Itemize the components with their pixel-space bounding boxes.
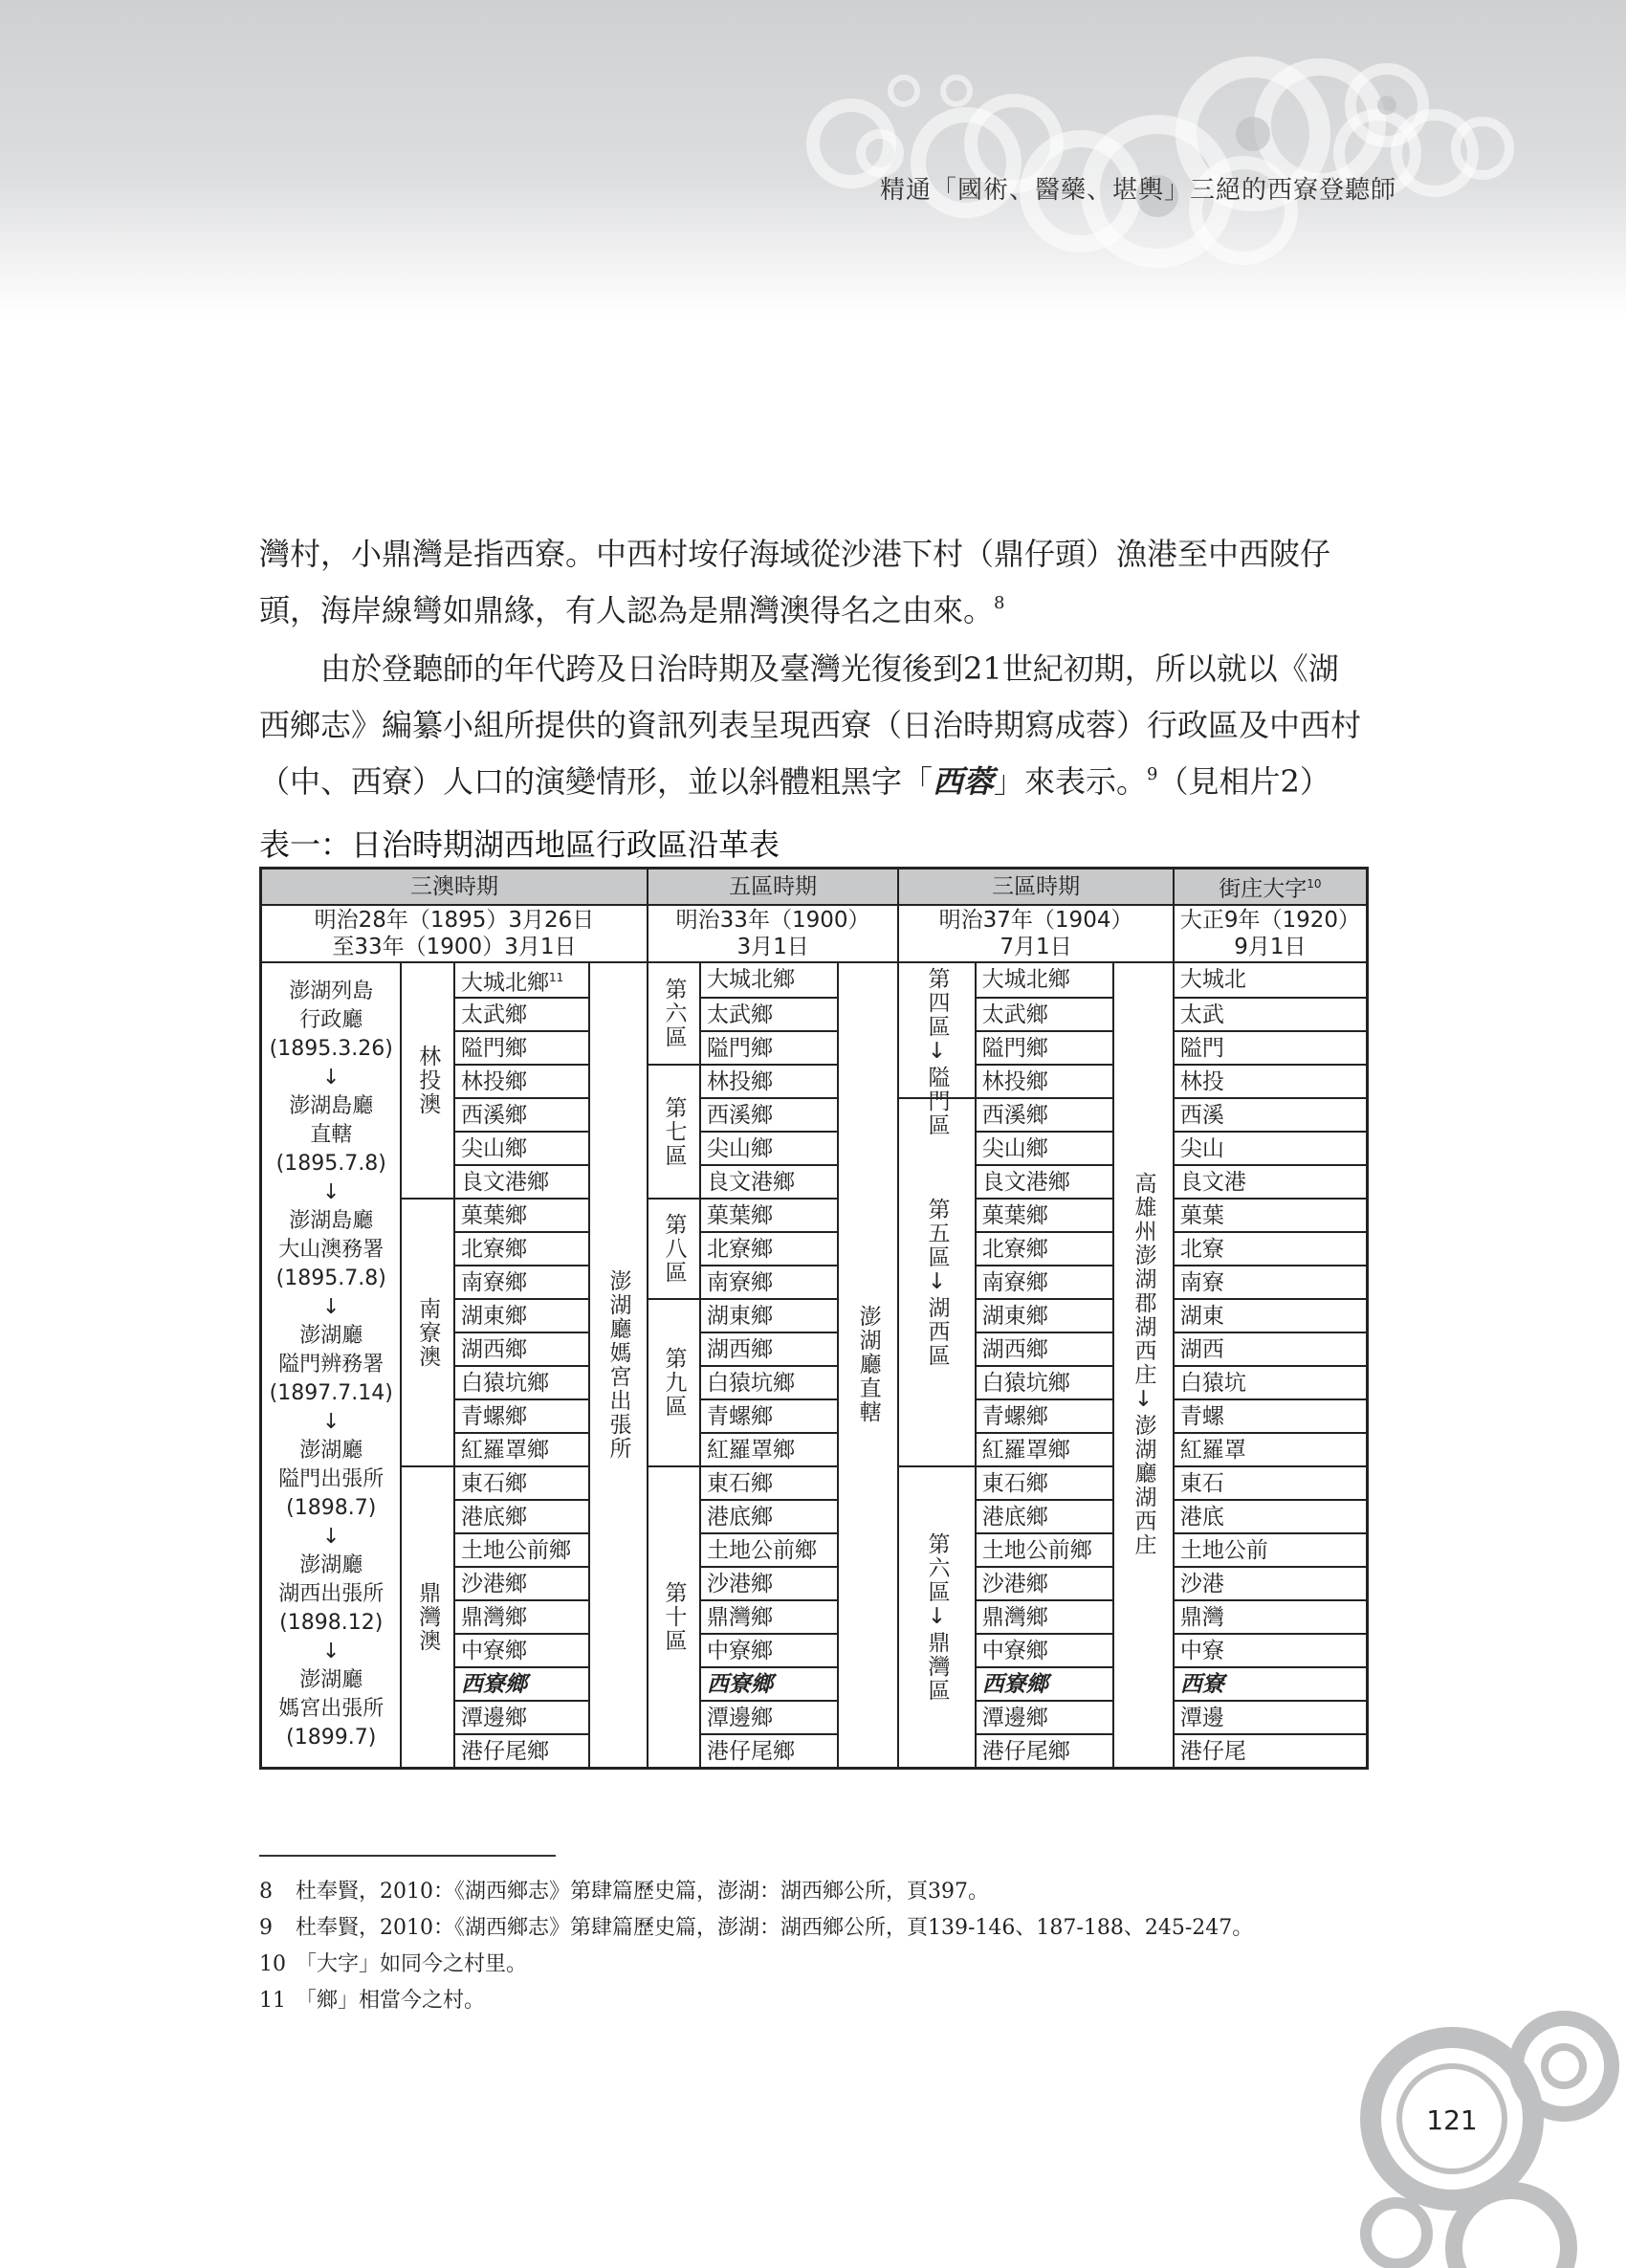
village-cell: 中寮鄉 <box>700 1634 838 1667</box>
village-cell: 西寮鄉 <box>454 1667 589 1701</box>
district-cell: 第四區↓隘門區 <box>898 962 975 1099</box>
village-cell: 太武鄉 <box>454 998 589 1031</box>
aza-cell: 林投 <box>1174 1065 1368 1098</box>
bold-italic-term: 西蓉 <box>933 763 995 800</box>
district-cell: 第六區↓鼎灣區 <box>898 1466 975 1768</box>
text-line: 由於登聽師的年代跨及日治時期及臺灣光復後到21世紀初期，所以就以《湖 <box>320 650 1339 687</box>
village-cell: 湖西鄉 <box>976 1332 1113 1366</box>
village-cell: 港底鄉 <box>976 1500 1113 1533</box>
village-cell: 隘門鄉 <box>976 1031 1113 1065</box>
table-title: 表一：日治時期湖西地區行政區沿革表 <box>259 826 780 863</box>
village-cell: 沙港鄉 <box>976 1567 1113 1600</box>
footnote-ref[interactable]: 10 <box>1307 877 1322 891</box>
district-cell: 第七區 <box>648 1065 700 1199</box>
footnote-number: 8 <box>259 1880 273 1904</box>
village-cell: 大城北鄉 <box>976 962 1113 999</box>
footnote-number: 11 <box>259 1989 286 2013</box>
district-cell: 第五區↓湖西區 <box>898 1098 975 1466</box>
village-cell: 沙港鄉 <box>454 1567 589 1600</box>
footnote-ref[interactable]: 8 <box>994 593 1005 613</box>
village-cell: 紅羅罩鄉 <box>700 1433 838 1466</box>
village-cell: 西溪鄉 <box>700 1098 838 1132</box>
village-cell: 中寮鄉 <box>976 1634 1113 1667</box>
village-cell: 鼎灣鄉 <box>454 1600 589 1634</box>
text-line <box>259 754 1369 810</box>
village-cell: 土地公前鄉 <box>700 1533 838 1567</box>
village-cell: 北寮鄉 <box>454 1232 589 1266</box>
aza-cell: 東石 <box>1174 1466 1368 1500</box>
footnote-divider <box>259 1855 556 1857</box>
admin-history-cell: 澎湖列島 行政廳 (1895.3.26) ↓ 澎湖島廳 直轄 (1895.7.8) ↓ 澎湖島廳 大山澳務署 (1895.7.8) ↓ 澎湖廳 隘門辨務署 (1897.7.14) ↓ 澎湖廳 隘門出張所 (1898.7) ↓ 澎湖廳 湖西出張所 (1898.12) ↓ 澎湖廳 媽宮出張所 (1899.7) <box>261 962 402 1769</box>
village-cell: 東石鄉 <box>454 1466 589 1500</box>
district-cell: 第六區 <box>648 962 700 1066</box>
office-cell: 高雄州澎湖郡湖西庄↓澎湖廳湖西庄 <box>1113 962 1174 1769</box>
village-cell: 大城北鄉 <box>700 962 838 999</box>
village-cell: 南寮鄉 <box>454 1266 589 1299</box>
admin-district-table <box>259 867 1369 1770</box>
village-cell: 東石鄉 <box>700 1466 838 1500</box>
village-cell: 白猿坑鄉 <box>454 1366 589 1399</box>
village-cell: 青螺鄉 <box>976 1399 1113 1433</box>
village-cell: 太武鄉 <box>976 998 1113 1031</box>
village-cell: 太武鄉 <box>700 998 838 1031</box>
village-cell: 林投鄉 <box>976 1065 1113 1098</box>
paragraph-2 <box>259 641 1369 810</box>
village-cell: 沙港鄉 <box>700 1567 838 1600</box>
table-row <box>261 962 1368 999</box>
office-cell: 澎湖廳媽宮出張所 <box>589 962 648 1769</box>
footnote-ref[interactable]: 11 <box>548 970 564 984</box>
village-cell: 東石鄉 <box>976 1466 1113 1500</box>
village-cell: 港仔尾鄉 <box>700 1734 838 1768</box>
table-row <box>261 1466 1368 1500</box>
village-cell: 大城北鄉$^{11}$ <box>454 962 589 999</box>
text-line: 西鄉志》編纂小組所提供的資訊列表呈現西寮（日治時期寫成蓉）行政區及中西村 <box>259 707 1362 743</box>
text-span: 」來表示。 <box>994 763 1148 800</box>
aza-cell: 潭邊 <box>1174 1701 1368 1734</box>
village-cell: 港仔尾鄉 <box>454 1734 589 1768</box>
aza-cell: 西寮 <box>1174 1667 1368 1701</box>
footnote-text: 杜奉賢，2010：《湖西鄉志》第肆篇歷史篇，澎湖：湖西鄉公所，頁139-146、187-188、245-247。 <box>296 1916 1254 1940</box>
village-cell: 良文港鄉 <box>700 1165 838 1199</box>
village-cell: 紅羅罩鄉 <box>454 1433 589 1466</box>
village-cell: 隘門鄉 <box>454 1031 589 1065</box>
period-date-2: 明治33年（1900） 3月1日 <box>648 905 898 962</box>
aza-cell: 鼎灣 <box>1174 1600 1368 1634</box>
village-cell: 港底鄉 <box>454 1500 589 1533</box>
village-cell: 北寮鄉 <box>700 1232 838 1266</box>
district-cell: 第八區 <box>648 1199 700 1299</box>
village-cell: 西溪鄉 <box>454 1098 589 1132</box>
village-cell: 菓葉鄉 <box>700 1199 838 1232</box>
period-header-4: 街庄大字$^{10}$ <box>1174 869 1368 905</box>
footnote-number: 10 <box>259 1952 286 1976</box>
village-cell: 尖山鄉 <box>454 1132 589 1165</box>
village-cell: 青螺鄉 <box>454 1399 589 1433</box>
aza-cell: 菓葉 <box>1174 1199 1368 1232</box>
village-cell: 良文港鄉 <box>976 1165 1113 1199</box>
footnote-text: 「鄉」相當今之村。 <box>296 1989 486 2013</box>
period-date-1: 明治28年（1895）3月26日 至33年（1900）3月1日 <box>261 905 648 962</box>
village-cell: 青螺鄉 <box>700 1399 838 1433</box>
village-cell: 西寮鄉 <box>700 1667 838 1701</box>
village-cell: 良文港鄉 <box>454 1165 589 1199</box>
aza-cell: 湖東 <box>1174 1299 1368 1332</box>
paragraph-1 <box>259 526 1369 639</box>
village-cell: 南寮鄉 <box>976 1266 1113 1299</box>
village-cell: 菓葉鄉 <box>976 1199 1113 1232</box>
village-cell: 湖東鄉 <box>700 1299 838 1332</box>
text-span: （見相片2） <box>1157 763 1330 800</box>
village-cell: 湖東鄉 <box>976 1299 1113 1332</box>
district-cell: 第十區 <box>648 1466 700 1768</box>
text-line: 灣村，小鼎灣是指西寮。中西村垵仔海域從沙港下村（鼎仔頭）漁港至中西陂仔 <box>259 536 1331 572</box>
village-cell: 西溪鄉 <box>976 1098 1113 1132</box>
period-header-1: 三澳時期 <box>261 869 648 905</box>
village-cell: 尖山鄉 <box>700 1132 838 1165</box>
footnote <box>259 1948 527 1977</box>
aza-cell: 大城北 <box>1174 962 1368 999</box>
village-cell: 白猿坑鄉 <box>976 1366 1113 1399</box>
village-cell: 鼎灣鄉 <box>976 1600 1113 1634</box>
circles-decoration <box>1339 2009 1626 2268</box>
text-line <box>259 583 1369 639</box>
village-cell: 潭邊鄉 <box>700 1701 838 1734</box>
village-cell: 南寮鄉 <box>700 1266 838 1299</box>
page-header <box>0 0 1626 316</box>
village-cell: 林投鄉 <box>454 1065 589 1098</box>
village-cell: 潭邊鄉 <box>976 1701 1113 1734</box>
aza-cell: 太武 <box>1174 998 1368 1031</box>
aza-cell: 隘門 <box>1174 1031 1368 1065</box>
aza-cell: 中寮 <box>1174 1634 1368 1667</box>
village-cell: 西寮鄉 <box>976 1667 1113 1701</box>
aza-cell: 沙港 <box>1174 1567 1368 1600</box>
circles-decoration <box>0 0 1626 316</box>
footnote-text: 「大字」如同今之村里。 <box>296 1952 528 1976</box>
village-cell: 湖東鄉 <box>454 1299 589 1332</box>
footnote <box>259 1984 485 2014</box>
aza-cell: 尖山 <box>1174 1132 1368 1165</box>
aza-cell: 南寮 <box>1174 1266 1368 1299</box>
office-cell: 澎湖廳直轄 <box>838 962 898 1769</box>
ao-cell: 南寮澳 <box>401 1199 454 1466</box>
footnote-ref[interactable]: 9 <box>1147 764 1158 784</box>
footnote-text: 杜奉賢，2010：《湖西鄉志》第肆篇歷史篇，澎湖：湖西鄉公所，頁397。 <box>296 1880 989 1904</box>
aza-cell: 土地公前 <box>1174 1533 1368 1567</box>
aza-cell: 港仔尾 <box>1174 1734 1368 1768</box>
aza-cell: 北寮 <box>1174 1232 1368 1266</box>
running-title: 精通「國術、醫藥、堪輿」三絕的西寮登聽師 <box>880 176 1397 205</box>
village-cell: 紅羅罩鄉 <box>976 1433 1113 1466</box>
village-cell: 潭邊鄉 <box>454 1701 589 1734</box>
period-date-4: 大正9年（1920） 9月1日 <box>1174 905 1368 962</box>
village-cell: 土地公前鄉 <box>976 1533 1113 1567</box>
ao-cell: 林投澳 <box>401 962 454 1200</box>
village-cell: 北寮鄉 <box>976 1232 1113 1266</box>
text-span: 頭，海岸線彎如鼎緣，有人認為是鼎灣澳得名之由來。 <box>259 592 995 628</box>
village-cell: 鼎灣鄉 <box>700 1600 838 1634</box>
village-cell: 湖西鄉 <box>454 1332 589 1366</box>
village-cell: 白猿坑鄉 <box>700 1366 838 1399</box>
village-cell: 菓葉鄉 <box>454 1199 589 1232</box>
page-number: 121 <box>1426 2104 1478 2136</box>
village-cell: 港底鄉 <box>700 1500 838 1533</box>
district-cell: 第九區 <box>648 1299 700 1466</box>
aza-cell: 紅羅罩 <box>1174 1433 1368 1466</box>
table-row <box>261 1199 1368 1232</box>
aza-cell: 港底 <box>1174 1500 1368 1533</box>
aza-cell: 白猿坑 <box>1174 1366 1368 1399</box>
village-cell: 港仔尾鄉 <box>976 1734 1113 1768</box>
footnote <box>259 1875 989 1905</box>
text-span: （中、西寮）人口的演變情形，並以斜體粗黑字「 <box>259 763 934 800</box>
aza-cell: 湖西 <box>1174 1332 1368 1366</box>
period-header-3: 三區時期 <box>898 869 1174 905</box>
village-cell: 土地公前鄉 <box>454 1533 589 1567</box>
village-cell: 尖山鄉 <box>976 1132 1113 1165</box>
village-cell: 湖西鄉 <box>700 1332 838 1366</box>
aza-cell: 西溪 <box>1174 1098 1368 1132</box>
period-date-3: 明治37年（1904） 7月1日 <box>898 905 1174 962</box>
village-cell: 隘門鄉 <box>700 1031 838 1065</box>
village-cell: 中寮鄉 <box>454 1634 589 1667</box>
aza-cell: 青螺 <box>1174 1399 1368 1433</box>
footnote-number: 9 <box>259 1916 273 1940</box>
ao-cell: 鼎灣澳 <box>401 1466 454 1768</box>
footnote <box>259 1911 1253 1941</box>
period-header-2: 五區時期 <box>648 869 898 905</box>
aza-cell: 良文港 <box>1174 1165 1368 1199</box>
village-cell: 林投鄉 <box>700 1065 838 1098</box>
